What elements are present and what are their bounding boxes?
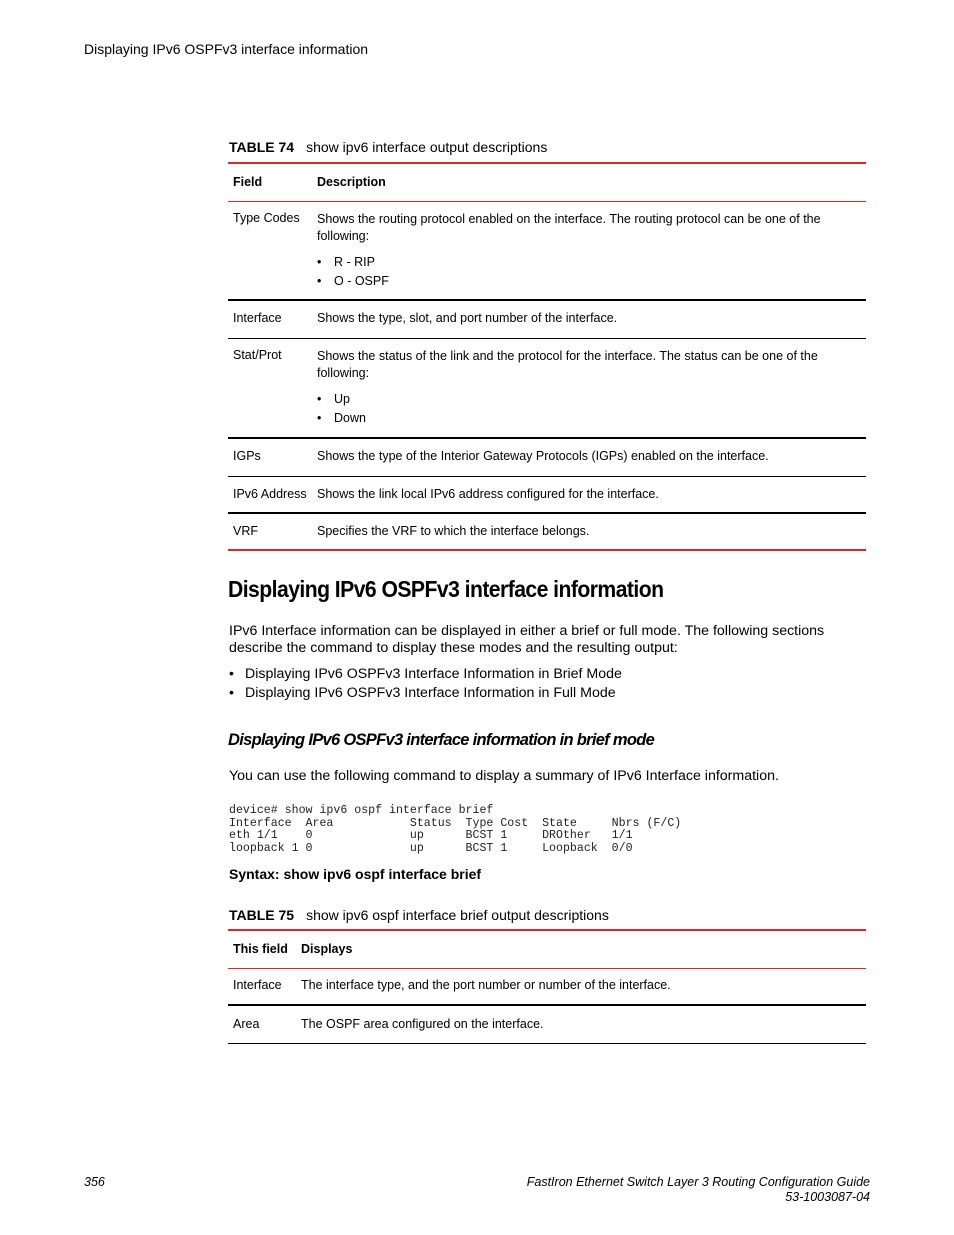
description-cell: Specifies the VRF to which the interface belongs. <box>317 524 590 538</box>
table-header-row <box>228 163 866 201</box>
field-cell: IPv6 Address <box>233 486 307 501</box>
list-item: • R - RIP <box>317 253 866 272</box>
field-cell: Interface <box>233 311 282 325</box>
syntax-line: Syntax: show ipv6 ospf interface brief <box>229 866 482 882</box>
table-74-caption <box>229 139 547 155</box>
book-title: FastIron Ethernet Switch Layer 3 Routing Configuration Guide <box>526 1175 870 1189</box>
field-cell: Area <box>233 1017 260 1031</box>
table-row <box>228 968 866 1005</box>
field-cell: IGPs <box>233 449 261 463</box>
document-number: 53-1003087-04 <box>785 1190 870 1204</box>
running-header: Displaying IPv6 OSPFv3 interface information <box>84 41 369 57</box>
column-header-displays: Displays <box>301 942 353 956</box>
table-75 <box>228 929 866 1044</box>
field-cell: Stat/Prot <box>233 347 282 362</box>
description-cell: Shows the link local IPv6 address configured for the interface. <box>317 486 659 501</box>
description-cell: The OSPF area configured on the interface. <box>301 1017 544 1031</box>
table-label: TABLE 74 <box>229 139 295 155</box>
table-74 <box>228 162 866 551</box>
section-link-list <box>229 665 622 703</box>
page-number: 356 <box>84 1175 105 1189</box>
link-full-mode[interactable]: • Displaying IPv6 OSPFv3 Interface Information in Full Mode <box>229 684 622 703</box>
list-item: • Up <box>317 390 866 409</box>
field-cell: Interface <box>233 977 282 992</box>
table-75-caption <box>229 907 609 923</box>
description-cell: Shows the type, slot, and port number of the interface. <box>317 311 618 325</box>
command-output-block: device# show ipv6 ospf interface brief Interface Area Status Type Cost State Nbrs (F/C) eth 1/1 0 up BCST 1 DROther 1/1 loopback 1 0 up BCST 1 Loopback 0/0 <box>229 804 682 855</box>
description-cell <box>312 201 866 300</box>
section-intro: IPv6 Interface information can be displayed in either a brief or full mode. The following sections describe the command to display these modes and the resulting output: <box>229 623 825 656</box>
table-title: show ipv6 interface output descriptions <box>306 139 548 155</box>
description-cell: Shows the type of the Interior Gateway Protocols (IGPs) enabled on the interface. <box>317 449 769 463</box>
description-cell: The interface type, and the port number or number of the interface. <box>301 977 671 992</box>
column-header-field: Field <box>233 175 263 189</box>
link-brief-mode[interactable]: • Displaying IPv6 OSPFv3 Interface Information in Brief Mode <box>229 665 622 684</box>
description-cell <box>312 338 866 438</box>
table-row <box>228 201 866 300</box>
subsection-intro: You can use the following command to display a summary of IPv6 Interface information. <box>229 768 779 784</box>
field-cell: Type Codes <box>233 210 300 225</box>
footer-doc-info <box>527 1175 870 1205</box>
table-title: show ipv6 ospf interface brief output descriptions <box>306 907 609 923</box>
list-item: • Down <box>317 409 866 428</box>
description-text: Shows the routing protocol enabled on the interface. The routing protocol can be one of the following: <box>317 211 821 243</box>
table-header-row <box>228 930 866 968</box>
table-row <box>228 476 866 513</box>
table-row <box>228 513 866 550</box>
option-list <box>317 253 866 291</box>
section-heading: Displaying IPv6 OSPFv3 interface information <box>228 576 664 602</box>
description-text: Shows the status of the link and the protocol for the interface. The status can be one of the following: <box>317 348 818 380</box>
table-row <box>228 300 866 338</box>
field-cell: VRF <box>233 524 258 538</box>
table-row <box>228 338 866 438</box>
column-header-description: Description <box>317 175 386 189</box>
subsection-heading: Displaying IPv6 OSPFv3 interface information in brief mode <box>228 731 655 749</box>
list-item: • O - OSPF <box>317 272 866 291</box>
table-row <box>228 438 866 476</box>
table-row <box>228 1005 866 1043</box>
option-list <box>317 390 866 428</box>
table-label: TABLE 75 <box>229 907 295 923</box>
column-header-field: This field <box>233 942 288 956</box>
